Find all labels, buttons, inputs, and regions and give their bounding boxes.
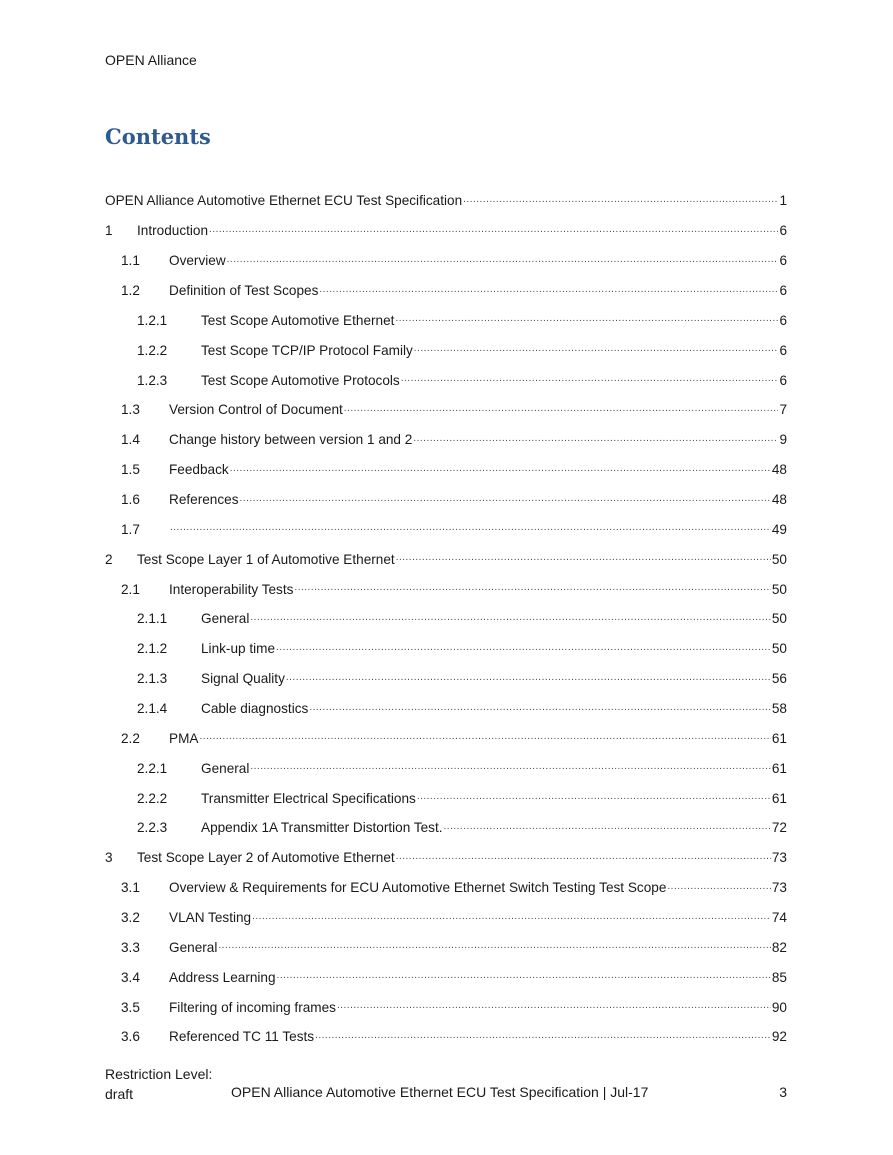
toc-entry-page: 48 bbox=[771, 462, 787, 478]
toc-entry-number: 2 bbox=[105, 551, 113, 567]
toc-entry-page: 58 bbox=[771, 701, 787, 717]
toc-entry-title: Appendix 1A Transmitter Distortion Test. bbox=[201, 820, 443, 836]
toc-entry[interactable] bbox=[105, 843, 787, 873]
toc-dot-leader bbox=[444, 821, 771, 835]
toc-entry-number: 1.2.2 bbox=[137, 342, 168, 358]
toc-entry[interactable] bbox=[105, 305, 787, 335]
toc-dot-leader bbox=[240, 493, 771, 507]
toc-entry-page: 6 bbox=[779, 223, 787, 239]
restriction-value: draft bbox=[105, 1086, 134, 1102]
toc-entry-title: Transmitter Electrical Specifications bbox=[201, 790, 416, 806]
toc-entry[interactable] bbox=[105, 783, 787, 813]
toc-entry[interactable] bbox=[105, 485, 787, 515]
toc-dot-leader bbox=[252, 911, 771, 925]
toc-entry-title: Filtering of incoming frames bbox=[169, 999, 336, 1015]
toc-entry[interactable] bbox=[105, 455, 787, 485]
toc-entry-title: Test Scope Layer 1 of Automotive Ethernet bbox=[137, 551, 395, 567]
toc-entry[interactable] bbox=[105, 335, 787, 365]
toc-entry[interactable] bbox=[105, 514, 787, 544]
toc-entry-page: 1 bbox=[779, 193, 787, 209]
toc-dot-leader bbox=[250, 761, 771, 775]
toc-entry-page: 50 bbox=[771, 641, 787, 657]
toc-dot-leader bbox=[344, 403, 779, 417]
toc-entry-title: General bbox=[169, 939, 218, 955]
toc-entry[interactable] bbox=[105, 813, 787, 843]
toc-entry-title: Cable diagnostics bbox=[201, 701, 309, 717]
toc-entry-number: 2.2.3 bbox=[137, 820, 168, 836]
toc-entry[interactable] bbox=[105, 246, 787, 276]
toc-entry-number: 2.2.2 bbox=[137, 790, 168, 806]
toc-entry[interactable] bbox=[105, 276, 787, 306]
toc-entry-number: 1.1 bbox=[121, 253, 140, 269]
toc-entry-page: 61 bbox=[771, 760, 787, 776]
toc-entry-title: Referenced TC 11 Tests bbox=[169, 1029, 315, 1045]
toc-entry-title: Test Scope Layer 2 of Automotive Ethernet bbox=[137, 850, 395, 866]
toc-entry-title: Test Scope Automotive Protocols bbox=[201, 372, 400, 388]
toc-entry-page: 49 bbox=[771, 521, 787, 537]
toc-entry-number: 2.1.3 bbox=[137, 671, 168, 687]
toc-entry-title: Overview bbox=[169, 253, 226, 269]
toc-dot-leader bbox=[294, 582, 770, 596]
toc-entry[interactable] bbox=[105, 365, 787, 395]
toc-entry[interactable] bbox=[105, 1022, 787, 1052]
toc-dot-leader bbox=[395, 313, 778, 327]
toc-entry-number: 1.2.1 bbox=[137, 312, 168, 328]
toc-entry-title: Test Scope TCP/IP Protocol Family bbox=[201, 342, 413, 358]
toc-entry-title: Version Control of Document bbox=[169, 402, 343, 418]
toc-entry[interactable] bbox=[105, 962, 787, 992]
toc-entry-number: 2.1.1 bbox=[137, 611, 168, 627]
toc-entry-title: Signal Quality bbox=[201, 671, 285, 687]
toc-dot-leader bbox=[667, 881, 770, 895]
toc-entry-number: 1.4 bbox=[121, 432, 140, 448]
toc-entry-page: 50 bbox=[771, 581, 787, 597]
toc-entry[interactable] bbox=[105, 723, 787, 753]
toc-entry-title: PMA bbox=[169, 730, 199, 746]
toc-dot-leader bbox=[396, 552, 771, 566]
toc-entry-title: VLAN Testing bbox=[169, 910, 252, 926]
footer-document-title: OPEN Alliance Automotive Ethernet ECU Test Specification | Jul-17 bbox=[231, 1084, 649, 1100]
toc-entry-title: Interoperability Tests bbox=[169, 581, 294, 597]
toc-entry-page: 50 bbox=[771, 551, 787, 567]
toc-entry[interactable] bbox=[105, 604, 787, 634]
toc-dot-leader bbox=[276, 642, 771, 656]
toc-entry-page: 6 bbox=[779, 283, 787, 298]
toc-entry[interactable] bbox=[105, 395, 787, 425]
toc-entry-title: Definition of Test Scopes bbox=[169, 283, 319, 298]
toc-entry[interactable] bbox=[105, 873, 787, 903]
toc-entry-page: 92 bbox=[771, 1029, 787, 1045]
toc-entry[interactable] bbox=[105, 216, 787, 246]
toc-entry-number: 1.7 bbox=[121, 521, 140, 537]
toc-dot-leader bbox=[170, 522, 771, 536]
toc-entry-page: 74 bbox=[771, 910, 787, 926]
toc-entry-page: 48 bbox=[771, 492, 787, 508]
toc-entry-title: OPEN Alliance Automotive Ethernet ECU Test Specification bbox=[105, 193, 463, 209]
toc-entry-number: 3.1 bbox=[121, 880, 140, 896]
toc-dot-leader bbox=[309, 702, 771, 716]
contents-title: Contents bbox=[105, 124, 211, 149]
toc-entry-title: Introduction bbox=[137, 223, 209, 239]
toc-entry-number: 1.3 bbox=[121, 402, 140, 418]
toc-dot-leader bbox=[230, 463, 771, 477]
toc-entry-title: References bbox=[169, 492, 239, 508]
toc-entry-page: 7 bbox=[779, 402, 787, 418]
toc-entry-number: 1.2.3 bbox=[137, 372, 168, 388]
toc-dot-leader bbox=[396, 851, 771, 865]
toc-entry-title: Address Learning bbox=[169, 969, 276, 985]
toc-entry-number: 1 bbox=[105, 223, 113, 239]
toc-dot-leader bbox=[413, 433, 778, 447]
toc-entry-title: Overview & Requirements for ECU Automotive Ethernet Switch Testing Test Scope bbox=[169, 880, 667, 896]
toc-entry-number: 3.5 bbox=[121, 999, 140, 1015]
toc-dot-leader bbox=[227, 254, 779, 268]
toc-entry-title: General bbox=[201, 611, 250, 627]
toc-entry-page: 61 bbox=[771, 730, 787, 746]
toc-entry-title: Test Scope Automotive Ethernet bbox=[201, 312, 395, 328]
toc-entry-page: 85 bbox=[771, 969, 787, 985]
toc-entry-number: 1.6 bbox=[121, 492, 140, 508]
toc-entry[interactable] bbox=[105, 634, 787, 664]
toc-entry-page: 56 bbox=[771, 671, 787, 687]
toc-entry-page: 9 bbox=[779, 432, 787, 448]
toc-entry-number: 3.3 bbox=[121, 939, 140, 955]
toc-dot-leader bbox=[463, 194, 778, 208]
toc-entry-number: 3 bbox=[105, 850, 113, 866]
toc-entry[interactable] bbox=[105, 186, 787, 216]
toc-entry-number: 2.1.4 bbox=[137, 701, 168, 717]
toc-entry[interactable] bbox=[105, 932, 787, 962]
toc-entry-number: 1.2 bbox=[121, 283, 140, 298]
toc-entry-number: 2.2 bbox=[121, 730, 140, 746]
footer-restriction bbox=[105, 1064, 212, 1104]
toc-entry-page: 6 bbox=[779, 342, 787, 358]
toc-dot-leader bbox=[337, 1000, 771, 1014]
toc-dot-leader bbox=[319, 284, 778, 298]
toc-entry[interactable] bbox=[105, 664, 787, 694]
toc-entry-number: 3.2 bbox=[121, 910, 140, 926]
toc-entry-page: 6 bbox=[779, 312, 787, 328]
footer-page-number: 3 bbox=[779, 1084, 787, 1100]
toc-entry-page: 90 bbox=[771, 999, 787, 1015]
toc-entry-title: Link-up time bbox=[201, 641, 276, 657]
toc-entry-page: 6 bbox=[779, 372, 787, 388]
toc-entry[interactable] bbox=[105, 425, 787, 455]
toc-entry-number: 1.5 bbox=[121, 462, 140, 478]
toc-entry-page: 6 bbox=[779, 253, 787, 269]
toc-dot-leader bbox=[277, 970, 771, 984]
toc-dot-leader bbox=[250, 612, 771, 626]
table-of-contents bbox=[105, 186, 787, 1052]
toc-dot-leader bbox=[286, 672, 771, 686]
toc-entry-number: 3.4 bbox=[121, 969, 140, 985]
toc-entry-number: 2.2.1 bbox=[137, 760, 168, 776]
toc-dot-leader bbox=[209, 224, 778, 238]
toc-entry-number: 2.1 bbox=[121, 581, 140, 597]
toc-entry[interactable] bbox=[105, 753, 787, 783]
toc-entry-page: 73 bbox=[771, 880, 787, 896]
toc-entry-number: 2.1.2 bbox=[137, 641, 168, 657]
toc-entry-page: 72 bbox=[771, 820, 787, 836]
toc-entry-title: Change history between version 1 and 2 bbox=[169, 432, 413, 448]
toc-entry-title: Feedback bbox=[169, 462, 229, 478]
toc-dot-leader bbox=[414, 343, 779, 357]
toc-entry[interactable] bbox=[105, 903, 787, 933]
toc-entry-title: General bbox=[201, 760, 250, 776]
toc-dot-leader bbox=[315, 1030, 771, 1044]
toc-dot-leader bbox=[401, 373, 779, 387]
toc-entry-number: 3.6 bbox=[121, 1029, 140, 1045]
toc-dot-leader bbox=[417, 791, 771, 805]
toc-entry-page: 82 bbox=[771, 939, 787, 955]
toc-entry[interactable] bbox=[105, 544, 787, 574]
page-header: OPEN Alliance bbox=[105, 52, 197, 68]
toc-dot-leader bbox=[218, 940, 771, 954]
restriction-label: Restriction Level: bbox=[105, 1066, 213, 1082]
toc-entry-page: 61 bbox=[771, 790, 787, 806]
toc-entry[interactable] bbox=[105, 694, 787, 724]
toc-entry-page: 50 bbox=[771, 611, 787, 627]
toc-entry[interactable] bbox=[105, 574, 787, 604]
toc-entry[interactable] bbox=[105, 992, 787, 1022]
toc-entry-page: 73 bbox=[771, 850, 787, 866]
toc-dot-leader bbox=[199, 731, 770, 745]
